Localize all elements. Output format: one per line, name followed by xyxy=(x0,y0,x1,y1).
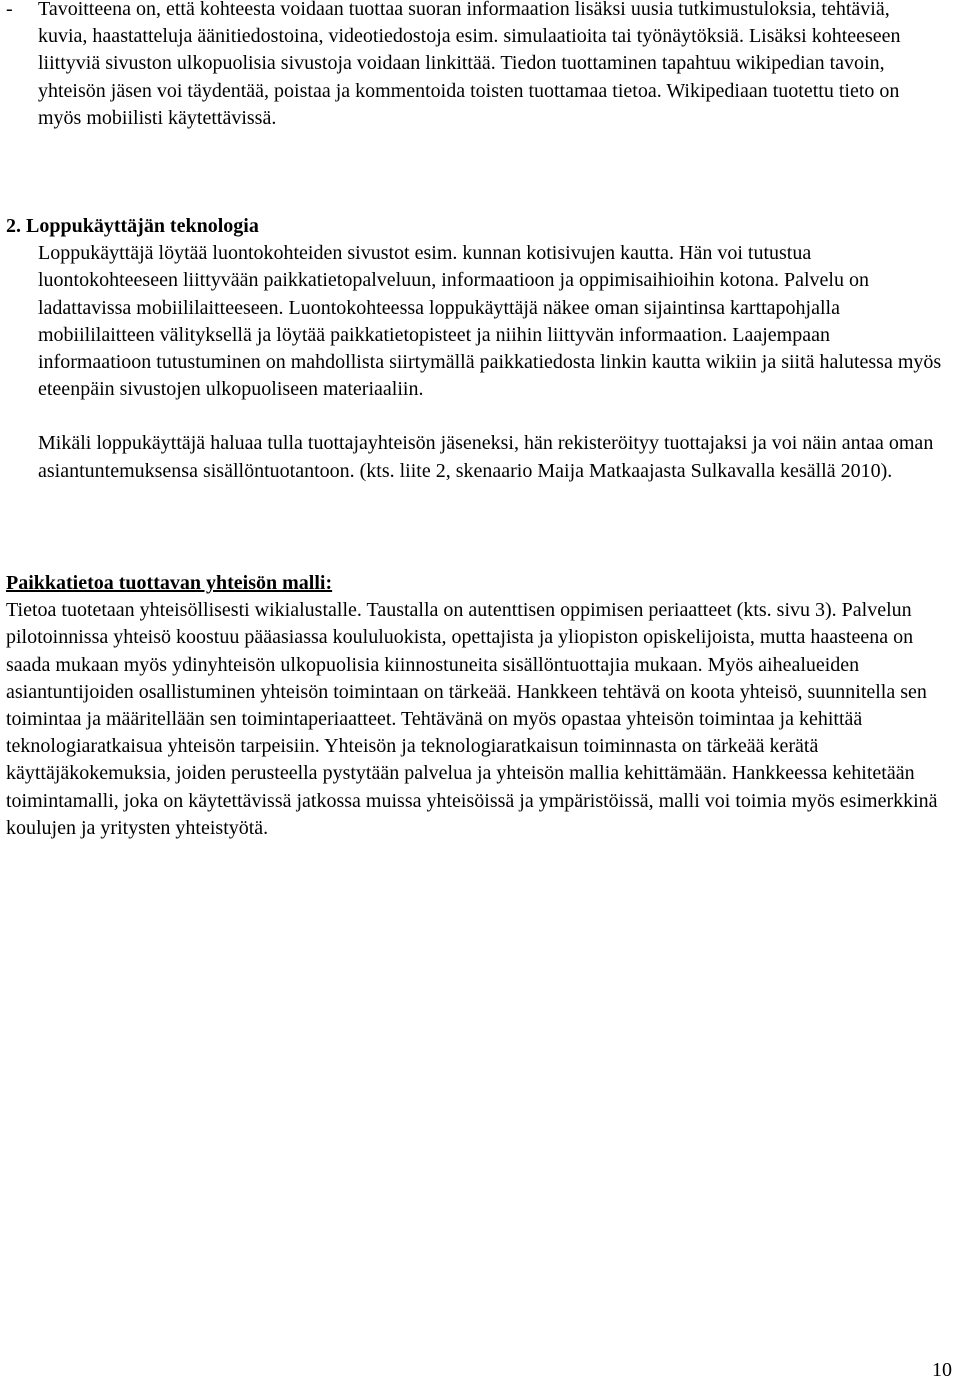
page-number: 10 xyxy=(932,1359,952,1381)
section-paragraph-1: Loppukäyttäjä löytää luontokohteiden sivustot esim. kunnan kotisivujen kautta. Hän voi tutustua luontokohteeseen liittyvään paikkatietopalveluun, informaatioon ja oppimisaihioihin kotona. Palvelu on ladattavissa mobiililaitteeseen. Luontokohteessa loppukäyttäjä näkee oman sijaintinsa karttapohjalla mobiililaitteen välityksellä ja löytää paikkatietopisteet ja niihin liittyvän informaation. Laajempaan informaatioon tutustuminen on mahdollista siirtymällä paikkatiedosta linkin kautta wikiin ja siitä halutessa myös eteenpäin sivustojen ulkopuoliseen materiaaliin. xyxy=(38,242,942,401)
section-loppukayttajan-teknologia xyxy=(6,213,946,485)
section-title: Loppukäyttäjän teknologia xyxy=(26,215,259,237)
section-heading xyxy=(6,213,946,240)
bullet-text: Tavoitteena on, että kohteesta voidaan tuottaa suoran informaation lisäksi uusia tutkimustuloksia, tehtäviä, kuvia, haastatteluja äänitiedostoina, videotiedostoja esim. simulaatioita tai työnäytöksiä. Lisäksi kohteeseen liittyviä sivuston ulkopuolisia sivustoja voidaan linkittää. Tiedon tuottaminen tapahtuu wikipedian tavoin, yhteisön jäsen voi täydentää, poistaa ja kommentoida toisten tuottamaa tietoa. Wikipediaan tuotettu tieto on myös mobiilisti käytettävissä. xyxy=(38,0,901,129)
bullet-marker: - xyxy=(6,0,13,20)
section-community-model xyxy=(6,570,951,842)
bullet-list-item xyxy=(6,0,946,132)
section-number: 2. xyxy=(6,215,21,237)
model-heading: Paikkatietoa tuottavan yhteisön malli: xyxy=(6,572,333,594)
model-paragraph: Tietoa tuotetaan yhteisöllisesti wikialustalle. Taustalla on autenttisen oppimisen periaatteet (kts. sivu 3). Palvelun pilotoinnissa yhteisö koostuu pääasiassa koululuokista, opettajista ja yliopiston opiskelijoista, mutta haasteena on saada mukaan myös ydinyhteisön ulkopuolisia kiinnostuneita sisällöntuottajia mukaan. Myös aihealueiden asiantuntijoiden osallistuminen yhteisön toimintaan on tärkeää. Hankkeen tehtävä on koota yhteisö, suunnitella sen toimintaa ja määritellään sen toimintaperiaatteet. Tehtävänä on myös opastaa yhteisön toimintaa ja kehittää teknologiaratkaisua yhteisön tarpeisiin. Yhteisön ja teknologiaratkaisun toiminnasta on tärkeää kerätä käyttäjäkokemuksia, joiden perusteella pystytään palvelua ja yhteisön mallia kehittämään. Hankkeessa kehitetään toimintamalli, joka on käytettävissä jatkossa muissa yhteisöissä ja ympäristöissä, malli voi toimia myös esimerkkinä koulujen ja yritysten yhteistyötä. xyxy=(6,599,938,839)
section-paragraph-2: Mikäli loppukäyttäjä haluaa tulla tuottajayhteisön jäseneksi, hän rekisteröityy tuottajaksi ja voi näin antaa oman asiantuntemuksensa sisällöntuotantoon. (kts. liite 2, skenaario Maija Matkaajasta Sulkavalla kesällä 2010). xyxy=(38,432,934,482)
